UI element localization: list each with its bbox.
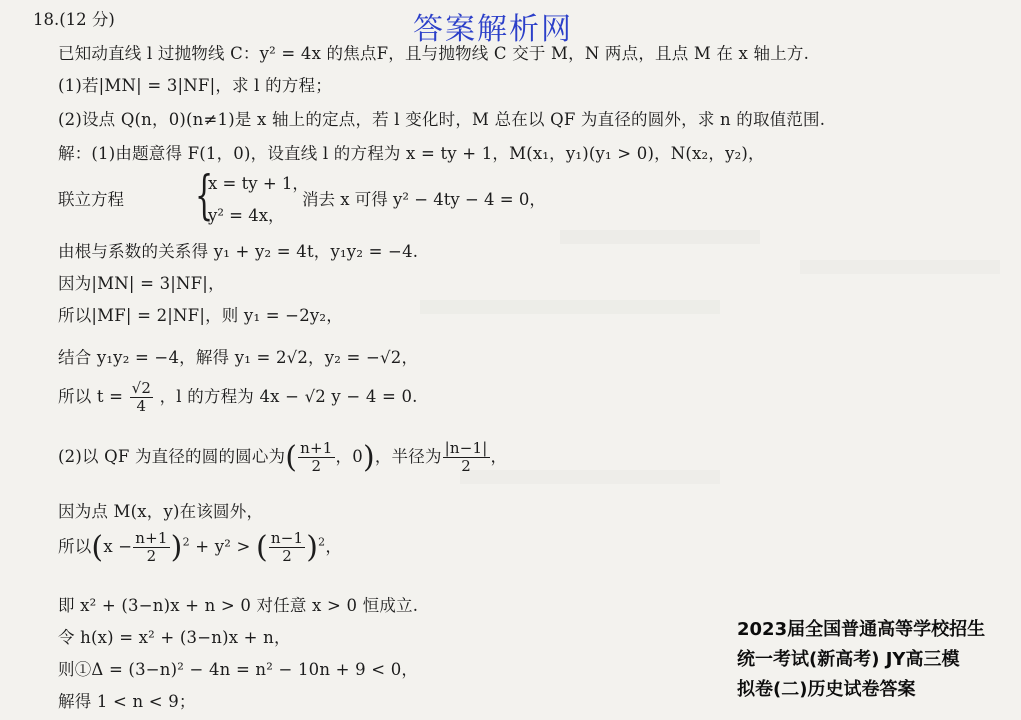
fraction-numerator: n−1 [270, 529, 304, 547]
solution-line-6: 结合 y₁y₂ = −4，解得 y₁ = 2√2，y₂ = −√2， [58, 348, 419, 367]
fraction-denominator: 2 [311, 457, 322, 475]
line-8-center-y: ，0 [335, 447, 363, 466]
line-10-x: x − [103, 537, 133, 556]
fraction-radius [443, 440, 490, 475]
system-label: 联立方程 [58, 190, 124, 209]
solution-line-11: 即 x² + (3−n)x + n > 0 对任意 x > 0 恒成立. [58, 596, 419, 615]
system-equation-2: y² = 4x， [208, 206, 285, 225]
fraction-denominator: 2 [282, 547, 292, 565]
caption-line-1: 2023届全国普通高等学校招生 [737, 619, 986, 640]
line-10-middle: + y² > [195, 537, 251, 556]
problem-number: 18.(12 分) [33, 10, 115, 29]
solution-line-13: 则①Δ = (3−n)² − 4n = n² − 10n + 9 < 0， [58, 660, 419, 679]
solution-line-3: 由根与系数的关系得 y₁ + y₂ = 4t，y₁y₂ = −4. [58, 242, 419, 261]
left-paren: ( [91, 530, 104, 565]
line-8-prefix: (2)以 QF 为直径的圆的圆心为 [58, 447, 286, 466]
fraction-denominator: 2 [461, 457, 471, 475]
caption-line-3: 拟卷(二)历史试卷答案 [737, 679, 916, 700]
solution-line-12: 令 h(x) = x² + (3−n)x + n， [58, 628, 291, 647]
line-10-suffix: ， [325, 537, 343, 556]
square-exponent: 2 [182, 535, 190, 549]
fraction-numerator: n+1 [300, 439, 333, 457]
watermark: 答案解析网 [413, 12, 573, 47]
fraction-t [130, 380, 154, 415]
fraction-center-x [298, 440, 334, 475]
right-paren: ) [170, 530, 183, 565]
solution-line-4: 因为|MN| = 3|NF|， [58, 274, 225, 293]
system-equation-1: x = ty + 1， [208, 174, 309, 193]
question-2: (2)设点 Q(n，0)(n≠1)是 x 轴上的定点，若 l 变化时，M 总在以 QF 为直径的圆外，求 n 的取值范围. [58, 110, 826, 129]
question-1: (1)若|MN| = 3|NF|，求 l 的方程； [58, 76, 332, 95]
line-8-radius-label: ，半径为 [374, 447, 442, 466]
solution-line-7 [58, 380, 418, 415]
solution-line-1: 解：(1)由题意得 F(1，0)，设直线 l 的方程为 x = ty + 1，M(x₁，y₁)(y₁ > 0)，N(x₂，y₂)， [58, 144, 765, 163]
line-10-prefix: 所以 [58, 537, 92, 556]
caption-line-2: 统一考试(新高考) JY高三模 [737, 649, 960, 670]
fraction-numerator: √2 [131, 379, 152, 397]
left-paren: ( [285, 440, 298, 475]
line-8-suffix: ， [490, 447, 508, 466]
fraction-left [133, 530, 169, 565]
left-paren: ( [255, 530, 268, 565]
solution-line-5: 所以|MF| = 2|NF|，则 y₁ = −2y₂， [58, 306, 343, 325]
fraction-denominator: 4 [136, 397, 147, 415]
fraction-numerator: n+1 [135, 529, 168, 547]
system-result: 消去 x 可得 y² − 4ty − 4 = 0， [302, 190, 546, 209]
line-7-prefix: 所以 t = [58, 387, 124, 406]
bleed-through-mark [420, 300, 720, 314]
fraction-denominator: 2 [146, 547, 157, 565]
left-brace: { [195, 166, 214, 226]
solution-line-8 [58, 440, 507, 475]
line-7-suffix: ，l 的方程为 4x − √2 y − 4 = 0. [159, 387, 418, 406]
solution-line-10 [58, 530, 342, 565]
fraction-right [269, 530, 305, 565]
solution-line-14: 解得 1 < n < 9； [58, 692, 196, 711]
right-paren: ) [306, 530, 319, 565]
fraction-numerator: |n−1| [444, 439, 488, 457]
problem-statement: 已知动直线 l 过抛物线 C：y² = 4x 的焦点F，且与抛物线 C 交于 M，N 两点，且点 M 在 x 轴上方. [58, 44, 810, 63]
solution-line-9: 因为点 M(x，y)在该圆外， [58, 502, 264, 521]
square-exponent: 2 [318, 535, 326, 549]
right-paren: ) [362, 440, 375, 475]
bleed-through-mark [800, 260, 1000, 274]
bleed-through-mark [560, 230, 760, 244]
